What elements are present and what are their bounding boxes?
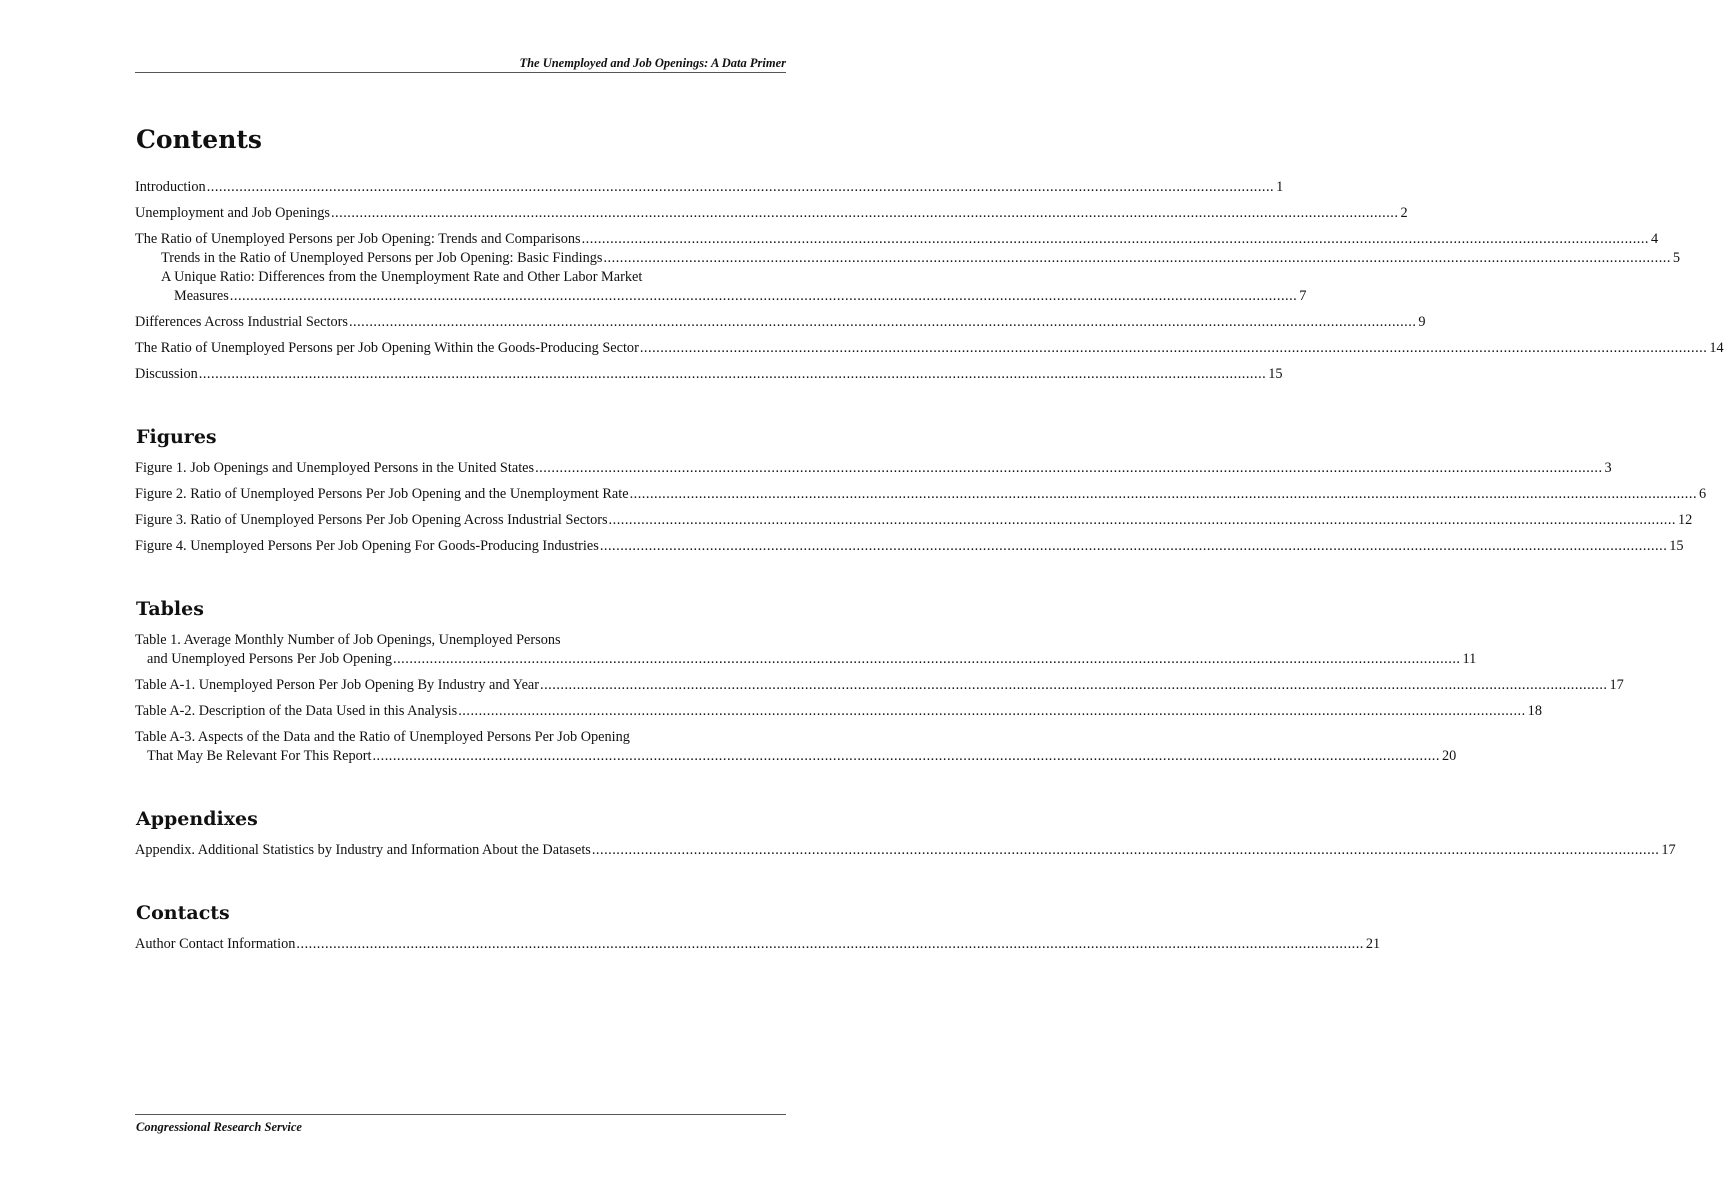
- appendixes-section: [135, 806, 1676, 860]
- table-of-contents: [135, 122, 1724, 994]
- dot-leader: [609, 511, 1676, 530]
- toc-page-number: 6: [1699, 486, 1707, 502]
- toc-entry-figure-3[interactable]: [135, 511, 1693, 530]
- toc-entry-ratio-trends[interactable]: [135, 230, 1659, 249]
- toc-entry-appendix[interactable]: [135, 841, 1676, 860]
- appendixes-list: [135, 841, 1676, 860]
- toc-entry-title-line1: A Unique Ratio: Differences from the Unemployment Rate and Other Labor Market: [161, 269, 643, 285]
- toc-entry-title: Trends in the Ratio of Unemployed Persons per Job Opening: Basic Findings: [161, 250, 603, 266]
- toc-entry-title: Figure 1. Job Openings and Unemployed Persons in the United States: [135, 460, 535, 476]
- dot-leader: [592, 841, 1659, 860]
- dot-leader: [199, 365, 1266, 384]
- toc-entry-table-a2[interactable]: [135, 702, 1542, 721]
- running-footer: Congressional Research Service: [136, 1120, 302, 1134]
- dot-leader: [582, 230, 1649, 249]
- toc-entry-title-line2: Measures: [174, 288, 229, 304]
- toc-page-number: 7: [1299, 288, 1307, 304]
- dot-leader: [540, 676, 1607, 695]
- toc-page-number: 21: [1365, 936, 1381, 952]
- toc-entry-table-1[interactable]: [135, 631, 1477, 669]
- toc-page-number: 20: [1441, 748, 1457, 764]
- tables-list: [135, 631, 1624, 766]
- dot-leader: [349, 313, 1416, 332]
- toc-entry-title: Figure 4. Unemployed Persons Per Job Opening For Goods-Producing Industries: [135, 538, 599, 554]
- toc-entry-title: Introduction: [135, 179, 206, 195]
- toc-page-number: 17: [1609, 677, 1624, 693]
- toc-entry-title: Discussion: [135, 366, 198, 382]
- toc-entry-title-line2: and Unemployed Persons Per Job Opening: [147, 651, 393, 667]
- toc-entry-title: The Ratio of Unemployed Persons per Job Opening: Trends and Comparisons: [135, 231, 581, 247]
- dot-leader: [603, 249, 1670, 268]
- running-header: The Unemployed and Job Openings: A Data Primer: [519, 56, 786, 70]
- header-rule: [135, 72, 786, 73]
- dot-leader: [372, 747, 1439, 766]
- dot-leader: [393, 650, 1460, 669]
- toc-entry-title-line1: Table A-3. Aspects of the Data and the Ratio of Unemployed Persons Per Job Opening: [135, 729, 630, 745]
- toc-entry-title: Author Contact Information: [135, 936, 296, 952]
- toc-page-number: 15: [1669, 538, 1684, 554]
- tables-heading: Tables: [136, 598, 204, 620]
- contacts-section: [135, 900, 1381, 954]
- toc-entry-figure-4[interactable]: [135, 537, 1684, 556]
- toc-page-number: 4: [1651, 231, 1659, 247]
- toc-page-number: 18: [1527, 703, 1542, 719]
- toc-entry-title: Figure 2. Ratio of Unemployed Persons Per Job Opening and the Unemployment Rate: [135, 486, 629, 502]
- toc-entry-discussion[interactable]: [135, 365, 1283, 384]
- contents-heading: Contents: [136, 125, 263, 154]
- toc-entry-title-line1: Table 1. Average Monthly Number of Job Openings, Unemployed Persons: [135, 632, 561, 648]
- toc-entry-introduction[interactable]: [135, 178, 1284, 197]
- toc-entry-unemployment-and-job-openings[interactable]: [135, 204, 1408, 223]
- figures-section: [135, 424, 1707, 556]
- toc-entry-table-a1[interactable]: [135, 676, 1624, 695]
- dot-leader: [458, 702, 1525, 721]
- dot-leader: [207, 178, 1274, 197]
- toc-entry-title: Table A-1. Unemployed Person Per Job Opening By Industry and Year: [135, 677, 540, 693]
- toc-page-number: 9: [1418, 314, 1426, 330]
- toc-page-number: 11: [1462, 651, 1477, 667]
- toc-entry-figure-2[interactable]: [135, 485, 1707, 504]
- dot-leader: [331, 204, 1398, 223]
- toc-entry-goods-producing[interactable]: [135, 339, 1724, 358]
- toc-page-number: 14: [1709, 340, 1724, 356]
- figures-list: [135, 459, 1707, 556]
- toc-subentry-basic-findings[interactable]: [161, 249, 1681, 268]
- contents-list: [135, 178, 1724, 384]
- toc-page-number: 3: [1604, 460, 1612, 476]
- figures-heading: Figures: [136, 426, 217, 448]
- toc-entry-title: Table A-2. Description of the Data Used in this Analysis: [135, 703, 458, 719]
- toc-entry-title: Figure 3. Ratio of Unemployed Persons Per Job Opening Across Industrial Sectors: [135, 512, 608, 528]
- contacts-list: [135, 935, 1381, 954]
- footer-rule: [135, 1114, 786, 1115]
- dot-leader: [535, 459, 1602, 478]
- contacts-heading: Contacts: [136, 902, 230, 924]
- toc-page-number: 15: [1268, 366, 1283, 382]
- toc-entry-author-contact[interactable]: [135, 935, 1381, 954]
- toc-page-number: 1: [1276, 179, 1284, 195]
- toc-entry-figure-1[interactable]: [135, 459, 1612, 478]
- dot-leader: [640, 339, 1707, 358]
- toc-entry-title: The Ratio of Unemployed Persons per Job Opening Within the Goods-Producing Sector: [135, 340, 639, 356]
- toc-entry-title: Appendix. Additional Statistics by Industry and Information About the Datasets: [135, 842, 591, 858]
- tables-section: [135, 596, 1624, 766]
- appendixes-heading: Appendixes: [136, 808, 258, 830]
- contents-section: [135, 122, 1724, 384]
- toc-page-number: 12: [1678, 512, 1693, 528]
- toc-page-number: 17: [1661, 842, 1676, 858]
- toc-entry-title: Differences Across Industrial Sectors: [135, 314, 348, 330]
- toc-page-number: 5: [1672, 250, 1681, 266]
- toc-entry-industrial-sectors[interactable]: [135, 313, 1426, 332]
- dot-leader: [600, 537, 1667, 556]
- toc-entry-table-a3[interactable]: [135, 728, 1457, 766]
- dot-leader: [230, 287, 1297, 306]
- dot-leader: [296, 935, 1363, 954]
- toc-subentry-unique-ratio[interactable]: [161, 268, 1307, 306]
- toc-entry-title: Unemployment and Job Openings: [135, 205, 330, 221]
- toc-entry-title-line2: That May Be Relevant For This Report: [147, 748, 372, 764]
- toc-page-number: 2: [1400, 205, 1408, 221]
- dot-leader: [630, 485, 1697, 504]
